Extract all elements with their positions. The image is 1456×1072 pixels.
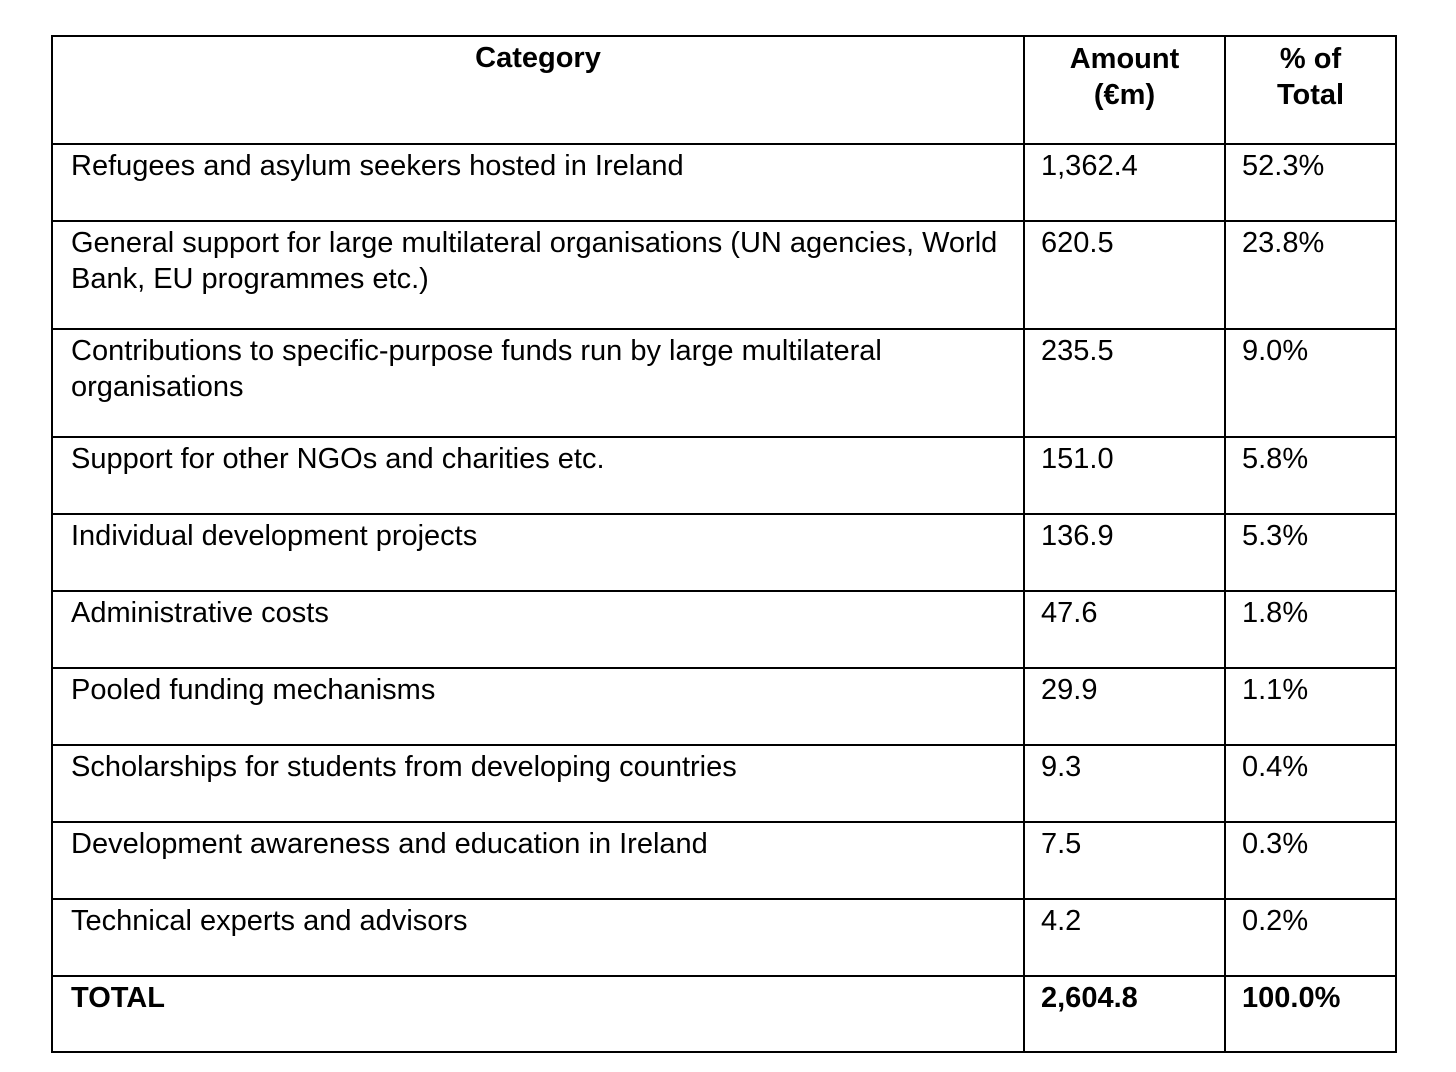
category-cell: [52, 144, 1024, 221]
category-text: Administrative costs: [71, 597, 329, 629]
total-amount-cell: [1024, 976, 1225, 1052]
amount-text: 4.2: [1041, 905, 1082, 937]
amount-cell: [1024, 899, 1225, 976]
total-label-cell: [52, 976, 1024, 1052]
header-amount: [1024, 36, 1225, 144]
category-text: Development awareness and education in Ireland: [71, 828, 708, 860]
category-text: General support for large multilateral organisations (UN agencies, World Bank, EU programmes etc.): [71, 227, 998, 295]
amount-text: 136.9: [1041, 520, 1114, 552]
amount-cell: [1024, 437, 1225, 514]
table-row: [52, 144, 1396, 221]
amount-text: 29.9: [1041, 674, 1098, 706]
table-row: [52, 591, 1396, 668]
category-text: Individual development projects: [71, 520, 478, 552]
percent-cell: [1225, 591, 1396, 668]
header-percent: [1225, 36, 1396, 144]
header-row: [52, 36, 1396, 144]
amount-cell: [1024, 221, 1225, 329]
amount-text: 151.0: [1041, 443, 1114, 475]
header-amount-line2: (€m): [1093, 79, 1156, 111]
amount-text: 235.5: [1041, 335, 1114, 367]
percent-text: 9.0%: [1242, 335, 1309, 367]
header-category-label: Category: [475, 42, 601, 74]
table-row: [52, 437, 1396, 514]
percent-text: 0.4%: [1242, 751, 1309, 783]
percent-cell: [1225, 144, 1396, 221]
total-percent-cell: [1225, 976, 1396, 1052]
category-cell: [52, 591, 1024, 668]
category-cell: [52, 822, 1024, 899]
table-row: [52, 514, 1396, 591]
percent-cell: [1225, 822, 1396, 899]
percent-text: 23.8%: [1242, 227, 1325, 259]
table-row: [52, 329, 1396, 437]
percent-cell: [1225, 668, 1396, 745]
percent-text: 1.8%: [1242, 597, 1309, 629]
table-row: [52, 822, 1396, 899]
percent-cell: [1225, 437, 1396, 514]
amount-cell: [1024, 144, 1225, 221]
percent-text: 0.3%: [1242, 828, 1309, 860]
category-cell: [52, 899, 1024, 976]
amount-text: 7.5: [1041, 828, 1082, 860]
total-amount: 2,604.8: [1041, 982, 1138, 1014]
category-cell: [52, 329, 1024, 437]
percent-cell: [1225, 221, 1396, 329]
percent-text: 0.2%: [1242, 905, 1309, 937]
table-row: [52, 745, 1396, 822]
category-text: Pooled funding mechanisms: [71, 674, 436, 706]
total-percent: 100.0%: [1242, 982, 1341, 1014]
amount-cell: [1024, 822, 1225, 899]
amount-cell: [1024, 514, 1225, 591]
category-text: Support for other NGOs and charities etc.: [71, 443, 605, 475]
category-text: Refugees and asylum seekers hosted in Ireland: [71, 150, 684, 182]
category-text: Technical experts and advisors: [71, 905, 468, 937]
category-cell: [52, 668, 1024, 745]
category-cell: [52, 514, 1024, 591]
amount-text: 1,362.4: [1041, 150, 1138, 182]
percent-text: 1.1%: [1242, 674, 1309, 706]
amount-cell: [1024, 591, 1225, 668]
total-row: [52, 976, 1396, 1052]
percent-text: 52.3%: [1242, 150, 1325, 182]
percent-text: 5.3%: [1242, 520, 1309, 552]
header-percent-line1: % of: [1279, 43, 1342, 75]
header-amount-line1: Amount: [1069, 43, 1180, 75]
amount-text: 620.5: [1041, 227, 1114, 259]
category-text: Contributions to specific-purpose funds run by large multilateral organisations: [71, 335, 882, 403]
header-percent-line2: Total: [1276, 79, 1345, 111]
category-cell: [52, 745, 1024, 822]
total-label: TOTAL: [71, 982, 165, 1014]
percent-cell: [1225, 899, 1396, 976]
percent-text: 5.8%: [1242, 443, 1309, 475]
amount-cell: [1024, 745, 1225, 822]
header-category: [52, 36, 1024, 144]
table-row: [52, 221, 1396, 329]
amount-text: 9.3: [1041, 751, 1082, 783]
percent-cell: [1225, 329, 1396, 437]
amount-cell: [1024, 668, 1225, 745]
table-row: [52, 668, 1396, 745]
category-text: Scholarships for students from developing countries: [71, 751, 737, 783]
amount-text: 47.6: [1041, 597, 1098, 629]
category-cell: [52, 437, 1024, 514]
amount-cell: [1024, 329, 1225, 437]
spending-table: [51, 35, 1397, 1053]
percent-cell: [1225, 514, 1396, 591]
category-cell: [52, 221, 1024, 329]
percent-cell: [1225, 745, 1396, 822]
table-row: [52, 899, 1396, 976]
